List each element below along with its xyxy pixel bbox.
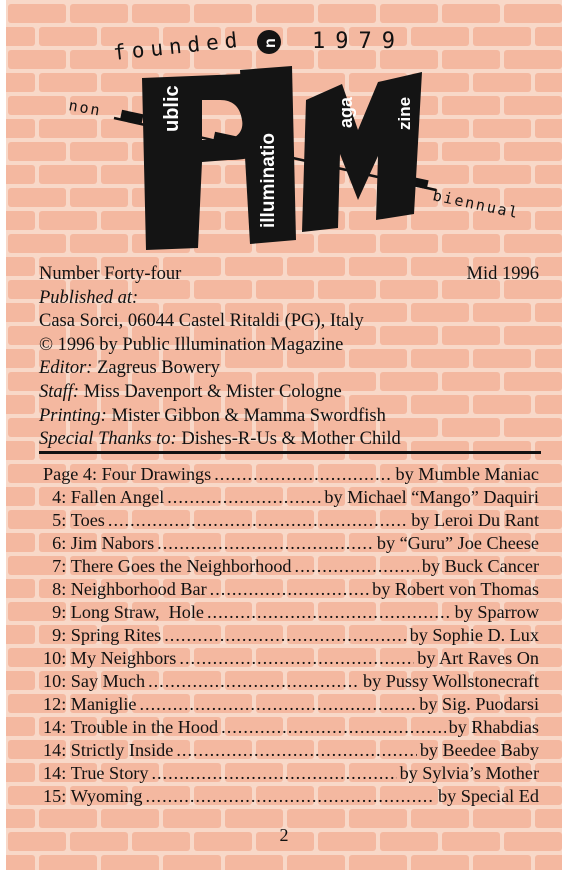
toc-title: Strictly Inside (70, 740, 174, 760)
editor-name: Zagreus Bowery (92, 358, 220, 379)
toc-leader (179, 647, 414, 670)
brick (535, 395, 562, 414)
toc-page: 7: (43, 556, 71, 576)
brick (535, 763, 562, 782)
logo-word-n: n (262, 38, 279, 48)
pim-logo (6, 0, 562, 262)
toc-page: Page 4: (43, 464, 102, 484)
brick (287, 855, 345, 870)
toc-leader (295, 555, 419, 578)
toc-author: by Sig. Puodarsi (419, 694, 539, 714)
toc-author: by Rhabdias (448, 717, 539, 737)
published-label: Published at: (39, 287, 139, 308)
toc-author: by Beedee Baby (419, 740, 539, 760)
masthead-info (39, 263, 539, 452)
toc-leader (151, 762, 396, 785)
printing-line (39, 405, 539, 429)
staff-names: Miss Davenport & Mister Cologne (79, 381, 342, 402)
brick (349, 855, 407, 870)
toc-title: Spring Rites (70, 625, 162, 645)
issue-row (39, 263, 539, 287)
brick (6, 579, 35, 598)
toc-entry (43, 601, 539, 624)
toc-title: Jim Nabors (70, 533, 155, 553)
founded-text: founded (112, 27, 245, 65)
toc-page: 12: (43, 694, 71, 714)
logo-word-public: ublic (161, 85, 183, 132)
toc-title: My Neighbors (70, 648, 177, 668)
brick (473, 855, 531, 870)
toc-author: by Leroi Du Rant (411, 510, 539, 530)
toc-page: 10: (43, 671, 71, 691)
brick (535, 855, 562, 870)
non-text: non (67, 96, 104, 120)
toc-page: 14: (43, 740, 71, 760)
brick (535, 303, 562, 322)
toc-leader (176, 739, 416, 762)
toc-entry (43, 578, 539, 601)
toc-entry (43, 647, 539, 670)
brick (6, 303, 35, 322)
toc-entry (43, 532, 539, 555)
brick (6, 855, 35, 870)
brick (6, 441, 35, 460)
toc-page: 14: (43, 763, 71, 783)
toc-page: 9: (43, 625, 71, 645)
toc-page: 14: (43, 717, 71, 737)
toc-title: Toes (70, 510, 105, 530)
logo-word-aga: aga (336, 96, 356, 128)
toc-entry (43, 463, 539, 486)
toc-title: Four Drawings (101, 464, 212, 484)
toc-leader (148, 670, 360, 693)
toc-leader (221, 716, 445, 739)
toc-entry (43, 670, 539, 693)
toc-leader (157, 532, 374, 555)
brick (6, 671, 35, 690)
toc-author: by Buck Cancer (421, 556, 539, 576)
toc-entry (43, 739, 539, 762)
brick (535, 349, 562, 368)
toc-author: by Art Raves On (417, 648, 539, 668)
toc-author: by Pussy Wollstonecraft (362, 671, 539, 691)
biennual-text: biennual (431, 186, 522, 223)
toc-leader (167, 486, 321, 509)
toc-entry (43, 716, 539, 739)
staff-line (39, 381, 539, 405)
toc-author: by Mumble Maniac (395, 464, 539, 484)
toc-title: Neighborhood Bar (70, 579, 207, 599)
toc-page: 6: (43, 533, 71, 553)
toc-title: Trouble in the Hood (70, 717, 219, 737)
toc-title: Wyoming (70, 786, 143, 806)
toc-title: Long Straw, Hole (70, 602, 204, 622)
toc-page: 5: (43, 510, 71, 530)
table-of-contents (43, 463, 539, 808)
toc-leader (108, 509, 408, 532)
toc-entry (43, 624, 539, 647)
divider-rule (39, 451, 541, 454)
address: Casa Sorci, 06044 Castel Ritaldi (PG), Italy (39, 311, 364, 332)
toc-author: by Sylvia’s Mother (399, 763, 539, 783)
toc-entry (43, 762, 539, 785)
issue-date: Mid 1996 (466, 264, 539, 284)
toc-entry (43, 785, 539, 808)
logo-word-zine: zine (395, 96, 414, 130)
brick (6, 533, 35, 552)
toc-title: Say Much (70, 671, 146, 691)
brick (6, 717, 35, 736)
toc-author: by “Guru” Joe Cheese (376, 533, 539, 553)
brick (535, 625, 562, 644)
toc-page: 9: (43, 602, 71, 622)
editor-line (39, 357, 539, 381)
brick (6, 349, 35, 368)
brick (535, 717, 562, 736)
toc-page: 10: (43, 648, 71, 668)
page-number: 2 (279, 825, 289, 845)
brick (6, 395, 35, 414)
brick (535, 533, 562, 552)
toc-author: by Robert von Thomas (372, 579, 539, 599)
logo-letter-m (302, 72, 422, 232)
brick (535, 671, 562, 690)
toc-leader (210, 578, 369, 601)
thanks-line (39, 428, 539, 452)
toc-author: by Michael “Mango” Daquiri (324, 487, 539, 507)
toc-author: by Special Ed (437, 786, 539, 806)
brick (6, 763, 35, 782)
toc-title: True Story (70, 763, 149, 783)
brick (163, 855, 221, 870)
toc-leader (145, 785, 435, 808)
magazine-page (6, 0, 562, 870)
published-label-line (39, 287, 539, 311)
toc-title: Maniglie (70, 694, 137, 714)
toc-author: by Sparrow (454, 602, 539, 622)
toc-leader (164, 624, 406, 647)
toc-page: 8: (43, 579, 71, 599)
toc-entry (43, 693, 539, 716)
brick (39, 855, 97, 870)
toc-page: 15: (43, 786, 71, 806)
toc-entry (43, 555, 539, 578)
brick (6, 625, 35, 644)
toc-title: There Goes the Neighborhood (70, 556, 292, 576)
toc-author: by Sophie D. Lux (409, 625, 539, 645)
toc-leader (139, 693, 416, 716)
copyright: © 1996 by Public Illumination Magazine (39, 334, 344, 355)
logo-word-illumination: illuminatio (258, 133, 279, 228)
brick (225, 855, 283, 870)
year-text: 1979 (312, 29, 405, 54)
toc-title: Fallen Angel (70, 487, 165, 507)
staff-label: Staff: (39, 381, 80, 402)
brick (411, 855, 469, 870)
toc-leader (207, 601, 452, 624)
brick (535, 579, 562, 598)
toc-entry (43, 486, 539, 509)
printing-label: Printing: (39, 405, 107, 426)
brick (101, 855, 159, 870)
printing-names: Mister Gibbon & Mamma Swordfish (106, 405, 386, 426)
toc-leader (214, 463, 392, 486)
toc-entry (43, 509, 539, 532)
editor-label: Editor: (39, 358, 93, 379)
issue-number: Number Forty-four (39, 264, 182, 284)
thanks-label: Special Thanks to: (39, 429, 177, 450)
toc-page: 4: (43, 487, 71, 507)
brick (6, 487, 35, 506)
brick (535, 487, 562, 506)
thanks-names: Dishes-R-Us & Mother Child (176, 429, 401, 450)
